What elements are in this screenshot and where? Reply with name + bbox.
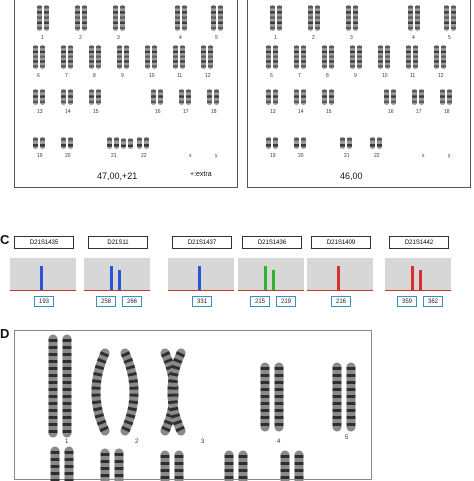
chromosome-label-16: 16	[388, 109, 394, 115]
chromosome-label-y: y	[215, 153, 218, 159]
chromosome-label-6: 6	[37, 73, 40, 79]
chromosome-label-3: 3	[117, 35, 120, 41]
electropherogram-trace	[307, 258, 373, 291]
marker-label: D21S11	[88, 236, 148, 249]
chromosome-label-18: 18	[211, 109, 217, 115]
karyotype-left-chromosomes	[15, 0, 239, 189]
chromosome-pair-1	[37, 5, 49, 31]
chromosome-label-4: 4	[412, 35, 415, 41]
chromosome-d-label-3: 3	[201, 439, 205, 445]
allele-size-box: 331	[192, 296, 212, 307]
chromosome-label-14: 14	[298, 109, 304, 115]
chromosome-pair-17	[412, 89, 424, 105]
chromosome-pair-10	[145, 45, 157, 69]
chromosome-pair-19	[266, 137, 278, 149]
chromosome-pair-6	[266, 45, 278, 69]
section-d-letter: D	[0, 326, 10, 341]
chromosome-label-10: 10	[149, 73, 155, 79]
chromosome-pair-17	[179, 89, 191, 105]
chromosome-label-11: 11	[177, 73, 183, 79]
chromosome-label-11: 11	[410, 73, 416, 79]
chromosome-pair-12	[201, 45, 213, 69]
chromosome-label-18: 18	[444, 109, 450, 115]
chromosome-label-7: 7	[65, 73, 68, 79]
chromosome-label-1: 1	[41, 35, 44, 41]
trace-baseline	[168, 290, 234, 291]
chromosome-label-13: 13	[37, 109, 43, 115]
trace-baseline	[307, 290, 373, 291]
chromosome-label-19: 19	[270, 153, 276, 159]
karyotype-left-caption: 47,00,+21	[97, 171, 138, 181]
chromosome-pair-14	[294, 89, 306, 105]
chromosome-pair-18	[207, 89, 219, 105]
allele-peak	[264, 266, 267, 290]
chromosome-pair-12	[434, 45, 446, 69]
allele-peak	[110, 266, 113, 290]
chromosome-pair-22	[137, 137, 149, 149]
allele-peak	[337, 266, 340, 290]
chromosome-pair-4	[175, 5, 187, 31]
chromosome-label-7: 7	[298, 73, 301, 79]
chromosome-pair-3	[346, 5, 358, 31]
chromosome-label-9: 9	[354, 73, 357, 79]
chromosome-extra-21	[121, 138, 133, 149]
allele-size-box: 258	[96, 296, 116, 307]
chromosome-pair-16	[384, 89, 396, 105]
allele-size-box: 215	[250, 296, 270, 307]
chromosome-label-15: 15	[93, 109, 99, 115]
chromosome-pair-3	[113, 5, 125, 31]
electropherogram-trace	[10, 258, 76, 291]
marker-label: D21S1436	[242, 236, 302, 249]
chromosome-label-10: 10	[382, 73, 388, 79]
chromosome-label-2: 2	[312, 35, 315, 41]
chromosome-pair-15	[89, 89, 101, 105]
chromosome-d-label-4: 4	[277, 439, 281, 445]
chromosome-label-21: 21	[344, 153, 350, 159]
karyotype-right-chromosomes	[248, 0, 472, 189]
electropherogram-trace	[385, 258, 451, 291]
chromosome-pair-9	[117, 45, 129, 69]
chromosome-label-x: x	[189, 153, 192, 159]
allele-peak	[40, 266, 43, 290]
chromosome-d-label-2: 2	[135, 439, 139, 445]
electropherogram-trace	[84, 258, 150, 291]
chromosome-pair-20	[294, 137, 306, 149]
electropherogram-trace	[238, 258, 304, 291]
allele-peak	[272, 270, 275, 290]
chromosome-label-x: x	[422, 153, 425, 159]
electropherogram-trace	[168, 258, 234, 291]
chromosome-label-12: 12	[205, 73, 211, 79]
chromosome-d-label-1: 1	[65, 439, 69, 445]
chromosome-pair-8	[322, 45, 334, 69]
karyotype-panel-left	[14, 0, 238, 188]
chromosome-pair-21	[340, 137, 352, 149]
chromosome-pair-16	[151, 89, 163, 105]
karyotype-right-caption: 46,00	[340, 171, 363, 181]
chromosome-label-22: 22	[141, 153, 147, 159]
allele-peak	[419, 270, 422, 290]
allele-size-box: 359	[397, 296, 417, 307]
karyotype-panel-d	[14, 330, 372, 480]
chromosome-label-5: 5	[215, 35, 218, 41]
chromosome-pair-5	[444, 5, 456, 31]
karyotype-left-legend: +:extra	[190, 171, 212, 178]
allele-peak	[411, 266, 414, 290]
marker-label: D21S1409	[311, 236, 371, 249]
chromosome-label-20: 20	[298, 153, 304, 159]
chromosome-pair-5	[211, 5, 223, 31]
allele-size-box: 216	[331, 296, 351, 307]
chromosome-pair-15	[322, 89, 334, 105]
chromosome-label-16: 16	[155, 109, 161, 115]
allele-peak	[198, 266, 201, 290]
chromosome-label-4: 4	[179, 35, 182, 41]
chromosome-pair-10	[378, 45, 390, 69]
chromosome-label-21: 21	[111, 153, 117, 159]
chromosome-pair-19	[33, 137, 45, 149]
allele-size-box: 219	[276, 296, 296, 307]
chromosome-pair-2	[75, 5, 87, 31]
chromosome-label-1: 1	[274, 35, 277, 41]
trace-baseline	[84, 290, 150, 291]
allele-size-box: 193	[34, 296, 54, 307]
allele-size-box: 266	[122, 296, 142, 307]
chromosome-label-20: 20	[65, 153, 71, 159]
chromosome-pair-21	[107, 137, 119, 149]
chromosome-pair-18	[440, 89, 452, 105]
marker-label: D21S1437	[172, 236, 232, 249]
chromosome-label-y: y	[448, 153, 451, 159]
chromosome-label-14: 14	[65, 109, 71, 115]
chromosome-pair-7	[61, 45, 73, 69]
trace-baseline	[238, 290, 304, 291]
marker-label: D21S1435	[14, 236, 74, 249]
chromosome-label-17: 17	[416, 109, 422, 115]
chromosome-label-8: 8	[326, 73, 329, 79]
chromosome-pair-4	[408, 5, 420, 31]
chromosome-pair-1	[270, 5, 282, 31]
chromosome-label-15: 15	[326, 109, 332, 115]
chromosome-label-2: 2	[79, 35, 82, 41]
marker-label: D21S1442	[389, 236, 449, 249]
chromosome-label-13: 13	[270, 109, 276, 115]
chromosome-label-9: 9	[121, 73, 124, 79]
chromosome-label-3: 3	[350, 35, 353, 41]
allele-peak	[118, 270, 121, 290]
chromosome-pair-11	[406, 45, 418, 69]
chromosome-label-12: 12	[438, 73, 444, 79]
chromosome-label-19: 19	[37, 153, 43, 159]
chromosome-pair-14	[61, 89, 73, 105]
karyotype-panel-right	[247, 0, 471, 188]
chromosome-pair-13	[33, 89, 45, 105]
trace-baseline	[10, 290, 76, 291]
chromosome-pair-13	[266, 89, 278, 105]
chromosome-pair-9	[350, 45, 362, 69]
chromosome-pair-22	[370, 137, 382, 149]
karyotype-d-chromosomes	[15, 331, 373, 481]
chromosome-label-22: 22	[374, 153, 380, 159]
chromosome-label-17: 17	[183, 109, 189, 115]
chromosome-d-2b	[125, 353, 134, 431]
chromosome-label-8: 8	[93, 73, 96, 79]
chromosome-d-2a	[96, 353, 105, 431]
allele-size-box: 362	[423, 296, 443, 307]
chromosome-pair-6	[33, 45, 45, 69]
chromosome-pair-7	[294, 45, 306, 69]
trace-baseline	[385, 290, 451, 291]
chromosome-label-5: 5	[448, 35, 451, 41]
chromosome-d-3b	[172, 353, 181, 431]
chromosome-pair-2	[308, 5, 320, 31]
section-c-letter: C	[0, 232, 10, 247]
chromosome-d-label-5: 5	[345, 435, 349, 441]
chromosome-pair-11	[173, 45, 185, 69]
chromosome-label-6: 6	[270, 73, 273, 79]
chromosome-pair-20	[61, 137, 73, 149]
chromosome-pair-8	[89, 45, 101, 69]
